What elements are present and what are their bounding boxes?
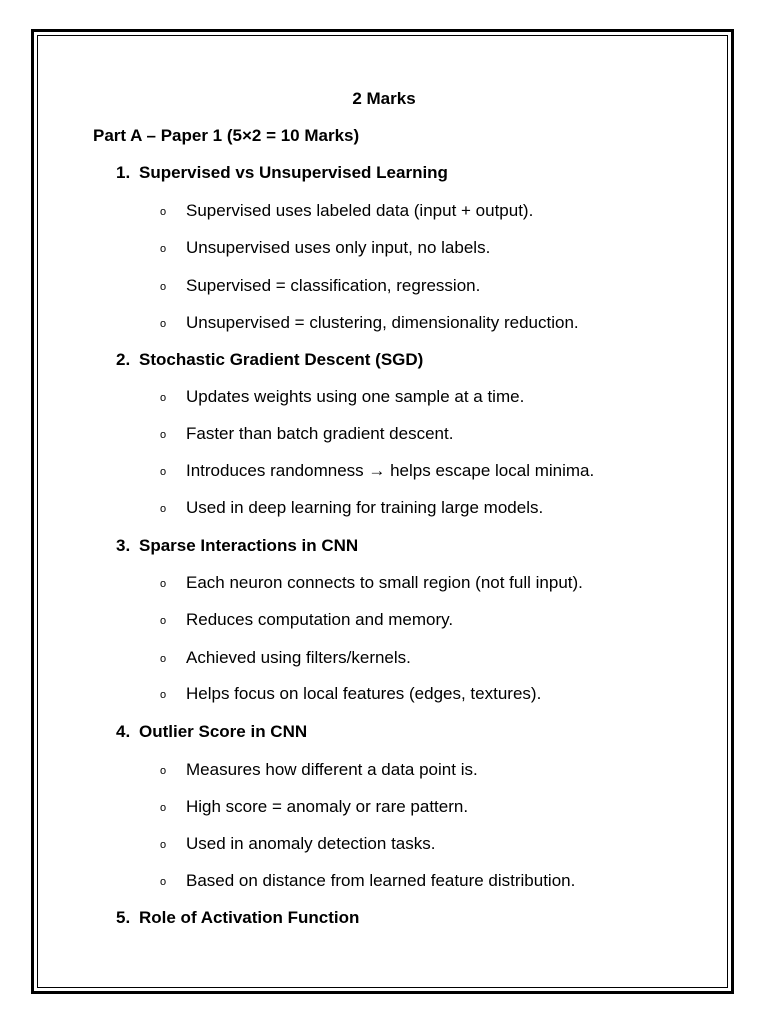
bullet-icon: o	[160, 802, 167, 814]
section-title-text: Sparse Interactions in CNN	[139, 536, 359, 555]
bullet-icon: o	[160, 318, 167, 330]
section-number: 4.	[116, 722, 131, 741]
section-number: 3.	[116, 536, 131, 555]
bullet-icon: o	[160, 839, 167, 851]
list-item	[160, 797, 468, 818]
bullet-icon: o	[160, 765, 167, 777]
list-item-text: Supervised uses labeled data (input + output).	[186, 201, 534, 220]
list-item	[160, 648, 411, 669]
section-title	[116, 536, 358, 556]
part-title: Part A – Paper 1 (5×2 = 10 Marks)	[93, 126, 360, 145]
section-number: 2.	[116, 350, 131, 369]
list-item-text: Each neuron connects to small region (not full input).	[186, 573, 583, 592]
bullet-icon: o	[160, 503, 167, 515]
section-title-text: Role of Activation Function	[139, 908, 360, 927]
list-item-text: Unsupervised = clustering, dimensionality reduction.	[186, 313, 579, 332]
bullet-icon: o	[160, 243, 167, 255]
list-item-text: Used in deep learning for training large models.	[186, 498, 544, 517]
list-item	[160, 313, 579, 334]
list-item-text: High score = anomaly or rare pattern.	[186, 797, 469, 816]
bullet-icon: o	[160, 615, 167, 627]
list-item-text: Faster than batch gradient descent.	[186, 424, 454, 443]
bullet-icon: o	[160, 689, 167, 701]
list-item	[160, 834, 435, 855]
list-item	[160, 610, 453, 631]
bullet-icon: o	[160, 206, 167, 218]
list-item	[160, 498, 543, 519]
list-item-text: Measures how different a data point is.	[186, 760, 478, 779]
section-title-text: Supervised vs Unsupervised Learning	[139, 163, 448, 182]
section-title-text: Outlier Score in CNN	[139, 722, 308, 741]
bullet-icon: o	[160, 466, 167, 478]
list-item-text: Helps focus on local features (edges, textures).	[186, 684, 542, 703]
list-item	[160, 238, 490, 259]
list-item-text: Updates weights using one sample at a time.	[186, 387, 525, 406]
list-item	[160, 871, 575, 892]
section-title	[116, 350, 423, 370]
list-item-text: Supervised = classification, regression.	[186, 276, 481, 295]
section-number: 5.	[116, 908, 131, 927]
bullet-icon: o	[160, 578, 167, 590]
section-number: 1.	[116, 163, 131, 182]
bullet-icon: o	[160, 653, 167, 665]
section-title	[116, 163, 448, 183]
section-title	[116, 722, 307, 742]
bullet-icon: o	[160, 281, 167, 293]
bullet-icon: o	[160, 392, 167, 404]
list-item-text: Reduces computation and memory.	[186, 610, 454, 629]
list-item-text: Introduces randomness → helps escape local minima.	[186, 461, 595, 480]
list-item	[160, 276, 480, 297]
list-item	[160, 424, 453, 445]
page-heading: 2 Marks	[352, 89, 416, 108]
list-item	[160, 387, 524, 408]
bullet-icon: o	[160, 429, 167, 441]
bullet-icon: o	[160, 876, 167, 888]
list-item	[160, 461, 594, 482]
section-title	[116, 908, 359, 928]
list-item-text: Achieved using filters/kernels.	[186, 648, 411, 667]
list-item	[160, 760, 478, 781]
list-item	[160, 684, 541, 705]
list-item	[160, 201, 533, 222]
list-item-text: Used in anomaly detection tasks.	[186, 834, 436, 853]
list-item-text: Based on distance from learned feature distribution.	[186, 871, 576, 890]
list-item	[160, 573, 583, 594]
list-item-text: Unsupervised uses only input, no labels.	[186, 238, 491, 257]
section-title-text: Stochastic Gradient Descent (SGD)	[139, 350, 424, 369]
